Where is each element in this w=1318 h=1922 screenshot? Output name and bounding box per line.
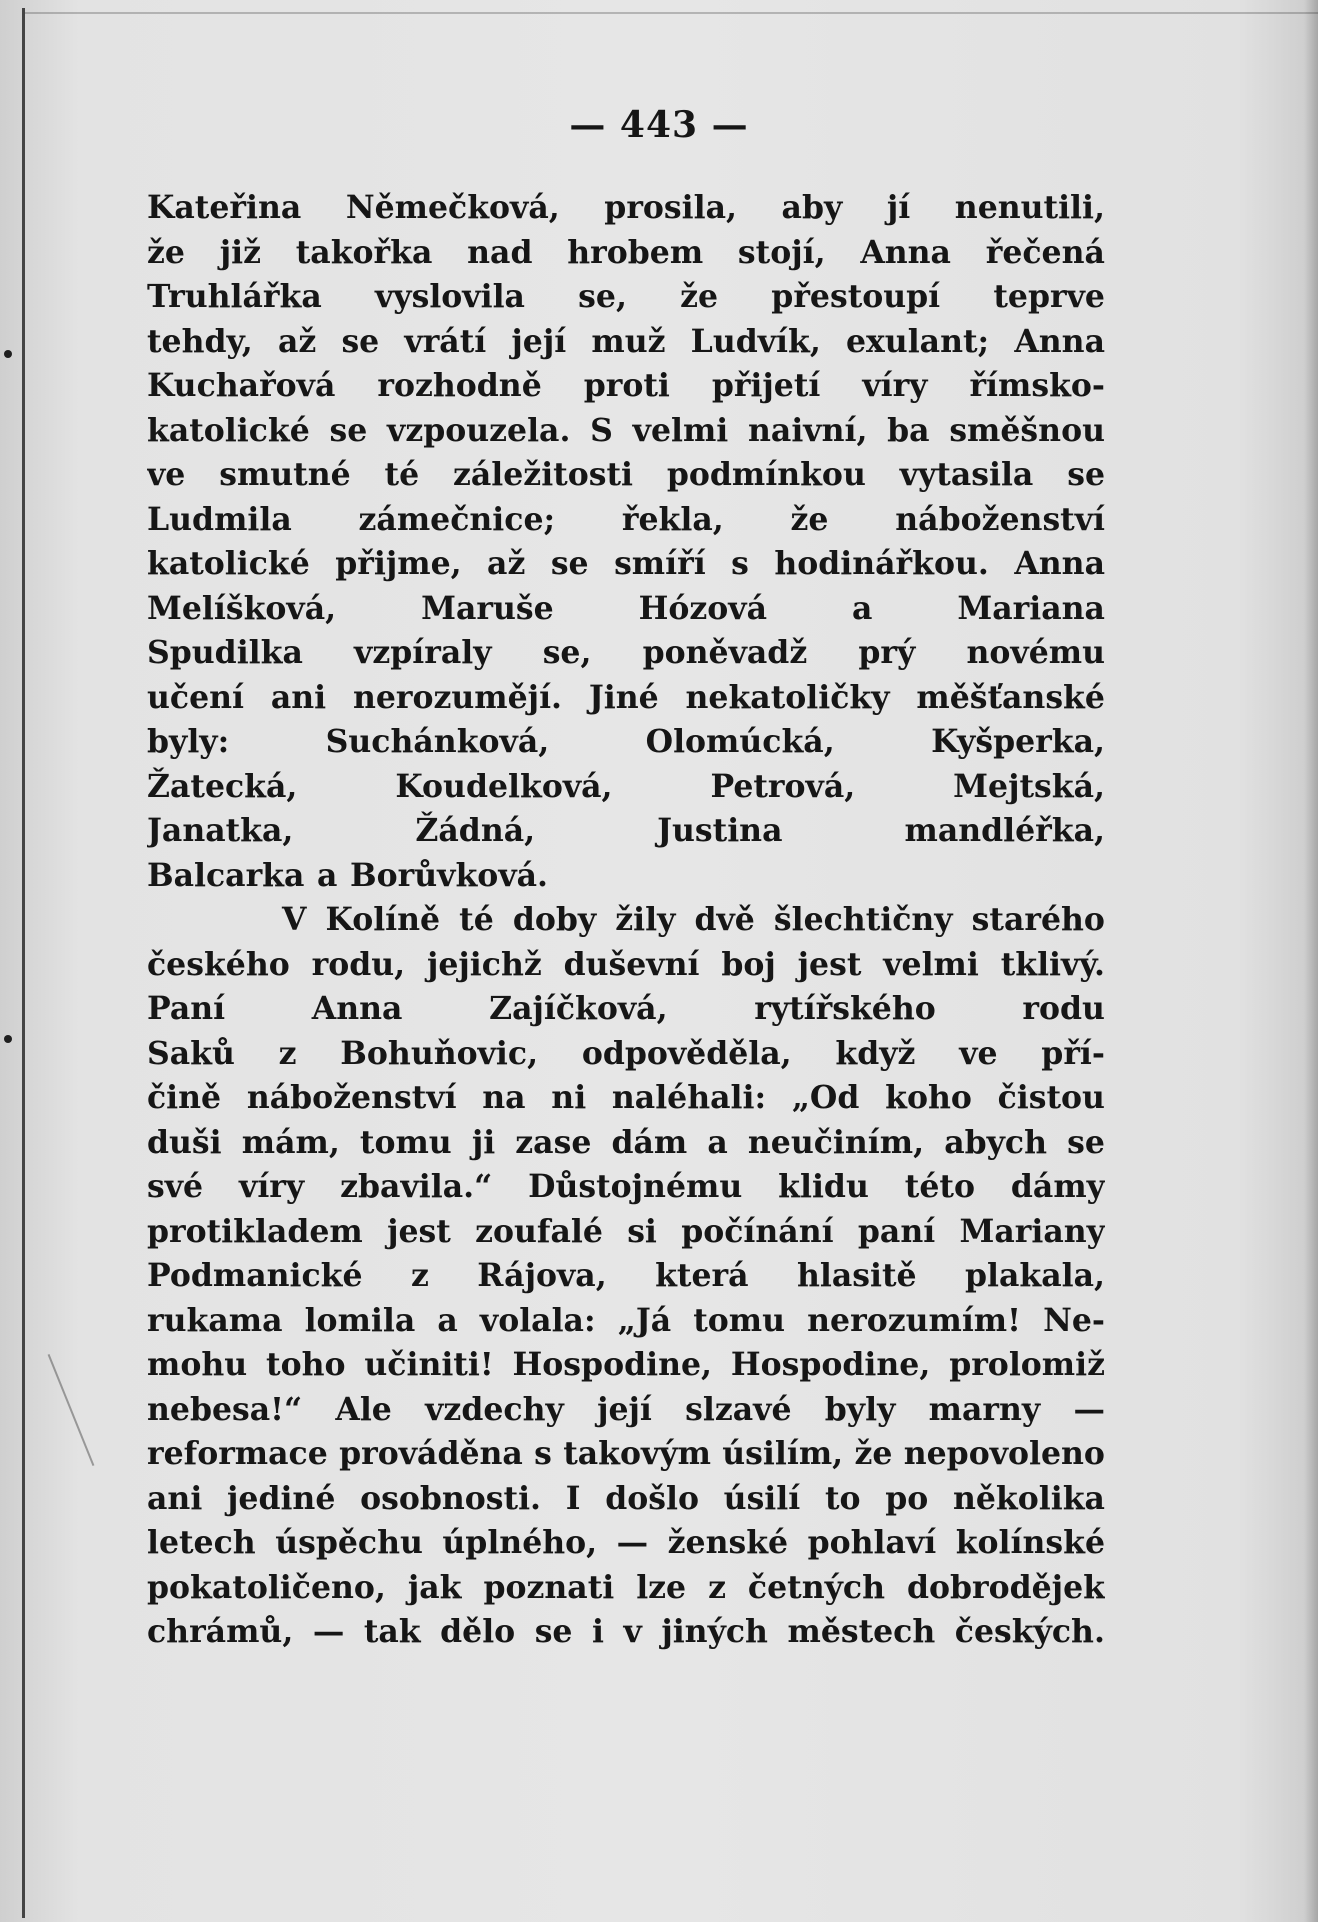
word: Němečková,	[345, 189, 560, 226]
word: paní	[857, 1212, 936, 1250]
word: Anna	[860, 233, 951, 271]
word: přijme,	[335, 545, 462, 582]
word: lomila	[304, 1301, 416, 1339]
word: Paní	[147, 990, 226, 1027]
text-line	[147, 1299, 1105, 1344]
word: katolické	[147, 411, 310, 449]
word: Spudilka	[147, 634, 303, 671]
word: se	[550, 545, 589, 582]
word: chrámů,	[147, 1613, 294, 1650]
text-line	[147, 720, 1105, 765]
word: nekatoličky	[685, 678, 890, 716]
word: vzpouzela.	[387, 411, 571, 449]
text-line	[147, 676, 1105, 721]
word: dvě	[694, 901, 755, 938]
word: ji	[471, 1123, 496, 1161]
word: katolické	[147, 545, 310, 582]
word: Kateřina	[147, 189, 302, 226]
text-line	[147, 631, 1105, 676]
word: Ludmila	[147, 500, 292, 538]
word: Mejtská,	[953, 767, 1105, 805]
word: protikladem	[147, 1212, 363, 1250]
word: volala:	[479, 1301, 596, 1339]
word: velmi	[632, 411, 729, 449]
text-line	[147, 1432, 1105, 1477]
word: vzpíraly	[354, 634, 492, 671]
word: Anna	[311, 990, 403, 1027]
margin-mark-dot	[4, 1035, 12, 1043]
word: ba	[887, 411, 930, 449]
text-line	[147, 1521, 1105, 1566]
word: prý	[858, 634, 916, 671]
word: své	[147, 1168, 204, 1205]
text-line	[147, 320, 1105, 365]
word: poznati	[483, 1568, 615, 1606]
text-line	[147, 231, 1105, 276]
word: tomu	[359, 1123, 452, 1161]
text-line	[147, 1477, 1105, 1522]
text-line	[147, 1165, 1105, 1210]
word: Kuchařová	[147, 367, 336, 404]
word: boj	[721, 945, 776, 983]
word: českého	[147, 945, 290, 983]
word: několika	[952, 1479, 1105, 1517]
word: Justina	[657, 812, 783, 849]
word: Petrová,	[710, 767, 856, 805]
word: koho	[885, 1079, 972, 1116]
word: rozhodně	[377, 367, 542, 404]
word: S	[590, 411, 613, 449]
word: směšnou	[949, 411, 1105, 449]
word: ani	[270, 678, 327, 716]
word: Ale	[335, 1390, 392, 1428]
word: a	[707, 1123, 728, 1161]
word: mohu	[147, 1346, 248, 1383]
word: rodu	[1022, 990, 1105, 1027]
word: že	[790, 500, 829, 538]
word: zámečnice;	[358, 500, 556, 538]
word: úspěchu	[275, 1524, 423, 1561]
word: tehdy,	[147, 322, 253, 360]
word: jejichž	[426, 945, 542, 983]
page-top-edge	[25, 12, 1318, 14]
word: klidu	[778, 1168, 869, 1205]
word: ve	[147, 456, 186, 493]
word: vyslovila	[374, 278, 525, 315]
word: „Od	[791, 1079, 860, 1116]
word: že	[147, 233, 185, 271]
margin-mark-dot	[4, 350, 12, 358]
word: abych	[944, 1123, 1048, 1161]
word: vzdechy	[425, 1390, 564, 1428]
word: lze	[636, 1568, 687, 1606]
word: této	[904, 1168, 975, 1205]
word: tomu	[693, 1301, 786, 1339]
word: Kolíně	[325, 901, 441, 938]
text-line	[147, 1121, 1105, 1166]
word: Suchánková,	[325, 723, 550, 760]
word: se,	[542, 634, 592, 671]
word: rukama	[147, 1301, 283, 1339]
word: čině	[147, 1079, 222, 1116]
text-line	[147, 943, 1105, 988]
word: ženské	[667, 1524, 789, 1561]
word: až	[277, 322, 317, 360]
text-line	[147, 1210, 1105, 1255]
word: úplného,	[442, 1524, 598, 1561]
word: novému	[966, 634, 1105, 671]
word: ni	[551, 1079, 587, 1116]
word: českých.	[954, 1613, 1105, 1650]
text-line	[147, 275, 1105, 320]
word: i	[592, 1613, 604, 1650]
word: s	[534, 1435, 552, 1472]
word: „Já	[617, 1301, 672, 1339]
word: ve	[959, 1034, 998, 1072]
word: římsko-	[969, 367, 1105, 404]
text-line	[147, 1610, 1105, 1655]
word: se,	[578, 278, 627, 315]
word: došlo	[605, 1479, 699, 1517]
word: její	[597, 1390, 652, 1428]
word: Balcarka	[147, 856, 305, 894]
word: přestoupí	[771, 278, 941, 315]
word: rodu,	[311, 945, 406, 983]
word: jediné	[227, 1479, 336, 1517]
word: Truhlářka	[147, 278, 322, 315]
word: řekla,	[621, 500, 724, 538]
word: její	[511, 322, 567, 360]
word: nepovoleno	[903, 1435, 1105, 1472]
word: smutné	[219, 456, 351, 493]
word: plakala,	[964, 1257, 1105, 1294]
text-line	[147, 542, 1105, 587]
word: ani	[147, 1479, 203, 1517]
word: zbavila.“	[340, 1168, 493, 1205]
word: když	[835, 1034, 916, 1072]
text-line	[147, 898, 1105, 943]
word: osobnosti.	[360, 1479, 542, 1517]
text-line	[147, 409, 1105, 454]
word: Důstojnému	[528, 1168, 743, 1205]
word: dám	[611, 1123, 688, 1161]
word: se	[1067, 1123, 1105, 1161]
text-line	[147, 854, 1105, 899]
word: městech	[787, 1613, 936, 1650]
word: letech	[147, 1524, 256, 1561]
text-line	[147, 987, 1105, 1032]
word: byly:	[147, 723, 230, 760]
word: víry	[862, 367, 928, 404]
word: tak	[363, 1613, 421, 1650]
word: se	[1067, 456, 1105, 493]
word: a	[317, 856, 338, 894]
word: Žatecká,	[147, 767, 298, 805]
word: záležitosti	[453, 456, 633, 493]
word: mandléřka,	[904, 812, 1105, 849]
word: Hózová	[638, 589, 768, 627]
word: Jiné	[588, 678, 659, 716]
word: doby	[512, 901, 597, 938]
word: pří-	[1041, 1034, 1105, 1072]
word: až	[487, 545, 526, 582]
body-text	[147, 186, 1105, 1655]
text-line	[147, 1032, 1105, 1077]
text-line	[147, 453, 1105, 498]
word: prosila,	[604, 189, 737, 226]
word: Borůvková.	[350, 856, 548, 894]
word: takovým	[563, 1435, 711, 1472]
word: I	[565, 1479, 581, 1517]
word: té	[459, 901, 494, 938]
text-line	[147, 1076, 1105, 1121]
word: Podmanické	[147, 1257, 363, 1294]
word: Ludvík,	[690, 322, 821, 360]
text-line	[147, 364, 1105, 409]
word: starého	[971, 901, 1105, 938]
word: Anna	[1014, 322, 1105, 360]
word: úsilí	[723, 1479, 801, 1517]
word: Bohuňovic,	[340, 1034, 539, 1072]
word: Žádná,	[415, 812, 536, 849]
word: víry	[239, 1168, 305, 1205]
word: četných	[747, 1568, 885, 1606]
word: muž	[591, 322, 666, 360]
word: s	[731, 545, 749, 582]
text-line	[147, 587, 1105, 632]
word: pohlaví	[807, 1524, 937, 1561]
word: stojí,	[737, 233, 826, 271]
text-line	[147, 765, 1105, 810]
page-number: — 443 —	[569, 104, 749, 146]
word: —	[1073, 1390, 1105, 1428]
word: po	[885, 1479, 929, 1517]
word: prolomiž	[949, 1346, 1105, 1383]
word: nad	[467, 233, 533, 271]
word: nenutili,	[954, 189, 1105, 226]
text-line	[147, 1566, 1105, 1611]
word: Olomúcká,	[645, 723, 835, 760]
word: Ne-	[1043, 1301, 1105, 1339]
word: Koudelková,	[395, 767, 613, 805]
word: reformace	[147, 1435, 328, 1472]
word: dobrodějek	[906, 1568, 1105, 1606]
word: byly	[824, 1390, 896, 1428]
word: vytasila	[899, 456, 1034, 493]
word: z	[278, 1034, 297, 1072]
word: kolínské	[955, 1524, 1105, 1561]
word: prováděna	[339, 1435, 523, 1472]
word: se	[329, 411, 368, 449]
word: se	[341, 322, 380, 360]
word: neučiním,	[747, 1123, 925, 1161]
word: smíří	[614, 545, 706, 582]
word: teprve	[993, 278, 1105, 315]
word: na	[482, 1079, 526, 1116]
word: zase	[515, 1123, 592, 1161]
word: Hospodine,	[730, 1346, 931, 1383]
word: Rájova,	[477, 1257, 607, 1294]
word: naléhali:	[611, 1079, 767, 1116]
word: v	[623, 1613, 642, 1650]
word: slzavé	[685, 1390, 792, 1428]
word: exulant;	[845, 322, 990, 360]
word: rytířského	[754, 990, 936, 1027]
word: která	[655, 1257, 749, 1294]
word: Mariana	[957, 589, 1105, 627]
word: že	[680, 278, 719, 315]
word: Kyšperka,	[931, 723, 1105, 760]
text-line	[147, 1388, 1105, 1433]
text-line	[147, 1254, 1105, 1299]
word: měšťanské	[916, 678, 1105, 716]
text-line	[147, 1343, 1105, 1388]
word: hrobem	[567, 233, 704, 271]
word: si	[627, 1212, 657, 1250]
word: duši	[147, 1123, 222, 1161]
word: hodinářkou.	[774, 545, 989, 582]
word: podmínkou	[666, 456, 866, 493]
word: odpověděla,	[581, 1034, 792, 1072]
word: mám,	[241, 1123, 340, 1161]
word: žily	[615, 901, 676, 938]
word: že	[854, 1435, 893, 1472]
word: Melíšková,	[147, 589, 337, 627]
word: dělo	[440, 1613, 516, 1650]
word: Zajíčková,	[489, 990, 668, 1027]
word: náboženství	[895, 500, 1105, 538]
word: poněvadž	[642, 634, 808, 671]
text-line	[147, 498, 1105, 543]
word: Anna	[1014, 545, 1105, 582]
word: úsilím,	[722, 1435, 844, 1472]
word: z	[708, 1568, 726, 1606]
word: pokatoličeno,	[147, 1568, 386, 1606]
word: čistou	[997, 1079, 1105, 1116]
word: a	[437, 1301, 458, 1339]
word: vrátí	[404, 322, 487, 360]
word: a	[852, 589, 873, 627]
word: přijetí	[711, 367, 821, 404]
word: toho	[266, 1346, 346, 1383]
word: jí	[886, 189, 911, 226]
page-right-shadow	[1304, 0, 1318, 1922]
word: jest	[797, 945, 862, 983]
word: šlechtičny	[773, 901, 953, 938]
word: tklivý.	[1000, 945, 1105, 983]
word: jak	[407, 1568, 462, 1606]
word: učení	[147, 678, 244, 716]
word: Janatka,	[147, 812, 294, 849]
word: V	[282, 901, 307, 938]
word: Maruše	[421, 589, 554, 627]
word: z	[410, 1257, 429, 1294]
text-line	[147, 186, 1105, 231]
word: náboženství	[246, 1079, 457, 1116]
word: se	[534, 1613, 573, 1650]
word: aby	[781, 189, 843, 226]
word: Mariany	[959, 1212, 1105, 1250]
word: marny	[928, 1390, 1041, 1428]
word: řečená	[985, 233, 1105, 271]
word: —	[616, 1524, 649, 1561]
word: naivní,	[748, 411, 868, 449]
word: počínání	[681, 1212, 834, 1250]
word: jiných	[661, 1613, 768, 1650]
word: nerozumějí.	[352, 678, 563, 716]
word: jest	[387, 1212, 451, 1250]
page-spine-edge	[22, 8, 25, 1918]
word: Saků	[147, 1034, 235, 1072]
word: proti	[583, 367, 670, 404]
word: to	[824, 1479, 861, 1517]
word: dámy	[1010, 1168, 1105, 1205]
word: zoufalé	[475, 1212, 603, 1250]
word: takořka	[295, 233, 433, 271]
word: nerozumím!	[807, 1301, 1021, 1339]
word: —	[312, 1613, 345, 1650]
text-line	[147, 809, 1105, 854]
word: duševní	[563, 945, 700, 983]
margin-scratch	[48, 1354, 95, 1466]
word: Hospodine,	[512, 1346, 712, 1383]
word: již	[219, 233, 261, 271]
word: učiniti!	[364, 1346, 494, 1383]
word: hlasitě	[796, 1257, 917, 1294]
word: velmi	[883, 945, 979, 983]
word: nebesa!“	[147, 1390, 303, 1428]
word: té	[384, 456, 420, 493]
